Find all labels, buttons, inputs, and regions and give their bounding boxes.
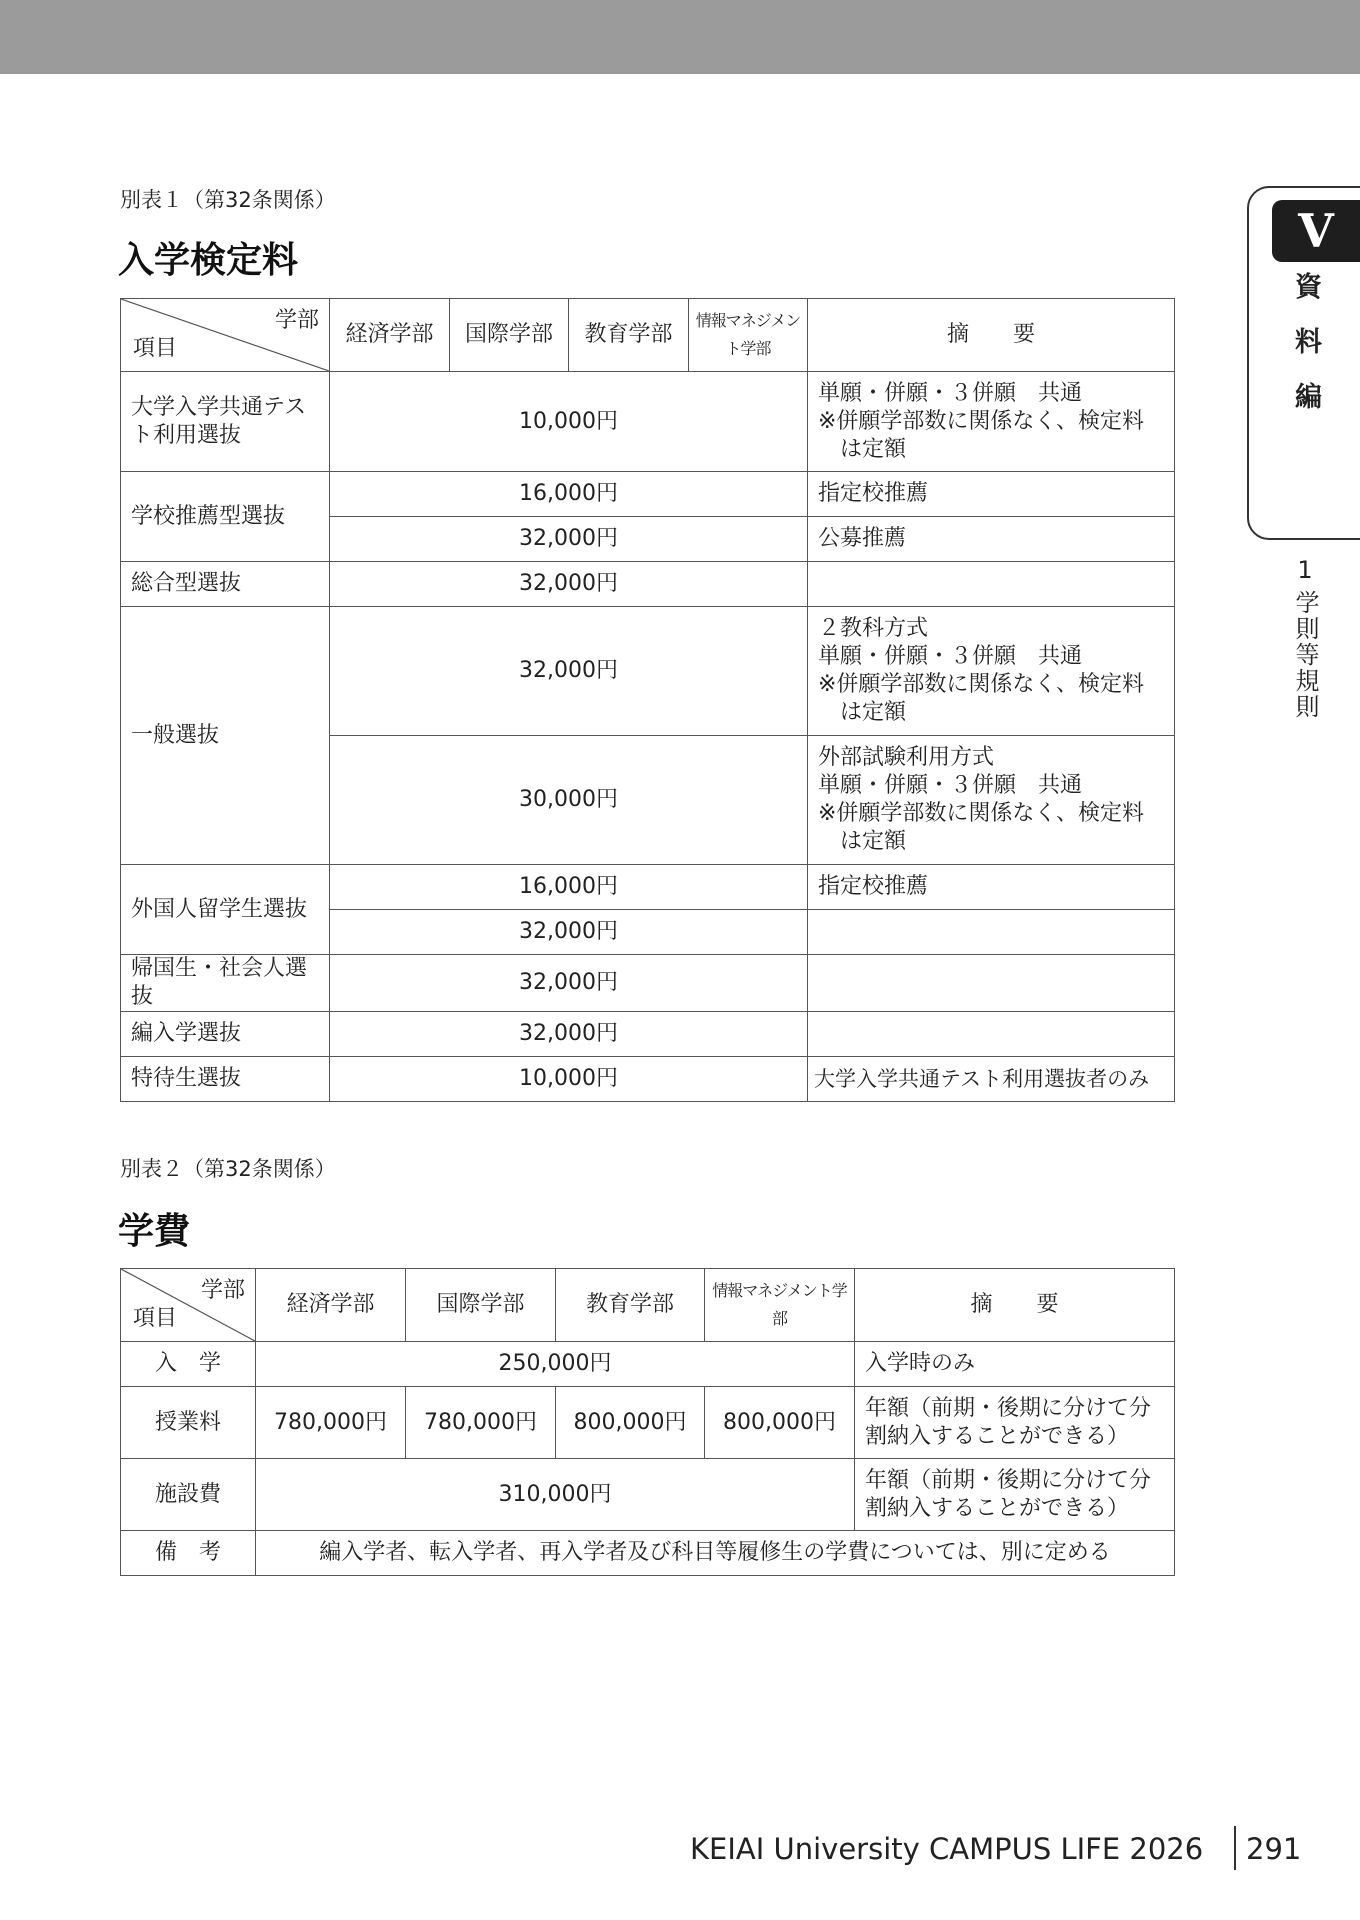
table-row (121, 1342, 1175, 1387)
table-row (121, 1012, 1175, 1057)
fee-cell: 800,000円 (705, 1387, 855, 1459)
remarks-cell (808, 736, 1175, 865)
row-item: 授業料 (121, 1387, 256, 1459)
table-row (121, 1387, 1175, 1459)
page-number: 291 (1246, 1832, 1302, 1866)
fee-cell: 250,000円 (256, 1342, 855, 1387)
note-line: 外部試験利用方式 (818, 745, 995, 770)
fee-cell: 780,000円 (256, 1387, 406, 1459)
table2-caption: 別表２（第32条関係） (120, 1157, 336, 1181)
remarks-cell: 指定校推薦 (808, 472, 1175, 517)
col-header: 教育学部 (556, 1269, 705, 1342)
row-item: 施設費 (121, 1459, 256, 1531)
table-row (121, 472, 1175, 517)
note-line: は定額 (818, 700, 907, 725)
remarks-cell (808, 607, 1175, 736)
remarks-cell: 公募推薦 (808, 517, 1175, 562)
col-header: 経済学部 (330, 299, 450, 372)
fee-cell: 32,000円 (330, 910, 808, 955)
row-item: 編入学選抜 (121, 1012, 330, 1057)
tuition-table (120, 1268, 1175, 1576)
fee-cell: 16,000円 (330, 472, 808, 517)
table-row (121, 562, 1175, 607)
row-item: 学校推薦型選抜 (121, 472, 330, 562)
table-row (121, 955, 1175, 1012)
remarks-header: 摘 要 (855, 1269, 1175, 1342)
corner-header (121, 1269, 256, 1342)
subsection-title: 学則等規則 (1291, 590, 1319, 720)
fee-cell: 310,000円 (256, 1459, 855, 1531)
table1-caption: 別表１（第32条関係） (120, 188, 336, 212)
remarks-cell: 入学時のみ (855, 1342, 1175, 1387)
exam-fee-table (120, 298, 1175, 1102)
remarks-cell: 指定校推薦 (808, 865, 1175, 910)
note-line: 割納入することができる） (865, 1423, 1130, 1449)
table-row (121, 1459, 1175, 1531)
fee-cell: 10,000円 (330, 372, 808, 472)
note-line: 単願・併願・３併願 共通 (818, 380, 1083, 406)
fee-cell: 800,000円 (556, 1387, 705, 1459)
row-item: 帰国生・社会人選抜 (121, 955, 330, 1012)
col-header: 国際学部 (406, 1269, 556, 1342)
table-row (121, 1057, 1175, 1102)
table-row (121, 607, 1175, 736)
note-line: ※併願学部数に関係なく、検定料 (818, 801, 1144, 826)
fee-cell: 32,000円 (330, 607, 808, 736)
fee-cell: 16,000円 (330, 865, 808, 910)
col-header: 経済学部 (256, 1269, 406, 1342)
col-header: 国際学部 (450, 299, 569, 372)
remarks-cell (808, 562, 1175, 607)
table-row (121, 1531, 1175, 1576)
corner-bottom-label: 項目 (133, 336, 178, 361)
note-line: は定額 (818, 829, 907, 854)
table-row (121, 372, 1175, 472)
table1-title: 入学検定料 (118, 240, 299, 281)
row-item: 外国人留学生選抜 (121, 865, 330, 955)
row-item: 入 学 (121, 1342, 256, 1387)
remarks-cell (808, 910, 1175, 955)
table-header-row (121, 1269, 1175, 1342)
fee-cell: 32,000円 (330, 517, 808, 562)
remarks-cell (855, 1459, 1175, 1531)
remarks-header: 摘 要 (808, 299, 1175, 372)
note-line: 割納入することができる） (865, 1495, 1130, 1521)
fee-cell: 10,000円 (330, 1057, 808, 1102)
note-line: 年額（前期・後期に分けて分 (865, 1395, 1152, 1421)
remarks-cell (808, 372, 1175, 472)
footer-divider (1234, 1826, 1236, 1870)
remarks-cell (808, 1012, 1175, 1057)
fee-cell: 780,000円 (406, 1387, 556, 1459)
corner-header (121, 299, 330, 372)
remarks-cell (855, 1387, 1175, 1459)
col-header: 情報マネジメント学部 (689, 299, 808, 372)
row-item: 総合型選抜 (121, 562, 330, 607)
fee-cell: 30,000円 (330, 736, 808, 865)
table-header-row (121, 299, 1175, 372)
remarks-cell: 大学入学共通テスト利用選抜者のみ (808, 1057, 1175, 1102)
corner-top-label: 学部 (200, 1278, 245, 1303)
table-row (121, 865, 1175, 910)
fee-cell: 32,000円 (330, 955, 808, 1012)
corner-top-label: 学部 (274, 308, 319, 333)
section-title: 資料編 (1290, 272, 1321, 437)
note-line: ※併願学部数に関係なく、検定料 (818, 672, 1144, 697)
subsection-number: 1 (1297, 556, 1313, 584)
note-line: 単願・併願・３併願 共通 (818, 644, 1083, 669)
col-header: 情報マネジメント学部 (705, 1269, 855, 1342)
row-item: 備 考 (121, 1531, 256, 1576)
top-banner (0, 0, 1360, 74)
col-header: 教育学部 (569, 299, 689, 372)
fee-cell: 32,000円 (330, 1012, 808, 1057)
remarks-cell (808, 955, 1175, 1012)
note-line: は定額 (818, 436, 907, 462)
note-line: 年額（前期・後期に分けて分 (865, 1467, 1152, 1493)
corner-bottom-label: 項目 (133, 1306, 178, 1331)
table2-title: 学費 (118, 1211, 191, 1252)
row-item: 特待生選抜 (121, 1057, 330, 1102)
note-line: 単願・併願・３併願 共通 (818, 773, 1083, 798)
remarks-text: 編入学者、転入学者、再入学者及び科目等履修生の学費については、別に定める (256, 1531, 1175, 1576)
note-line: ※併願学部数に関係なく、検定料 (818, 408, 1144, 434)
note-line: ２教科方式 (818, 616, 929, 641)
row-item: 大学入学共通テスト利用選抜 (121, 372, 330, 472)
fee-cell: 32,000円 (330, 562, 808, 607)
section-roman-numeral: V (1272, 200, 1360, 262)
footer-title: KEIAI University CAMPUS LIFE 2026 (690, 1832, 1204, 1866)
row-item: 一般選抜 (121, 607, 330, 865)
